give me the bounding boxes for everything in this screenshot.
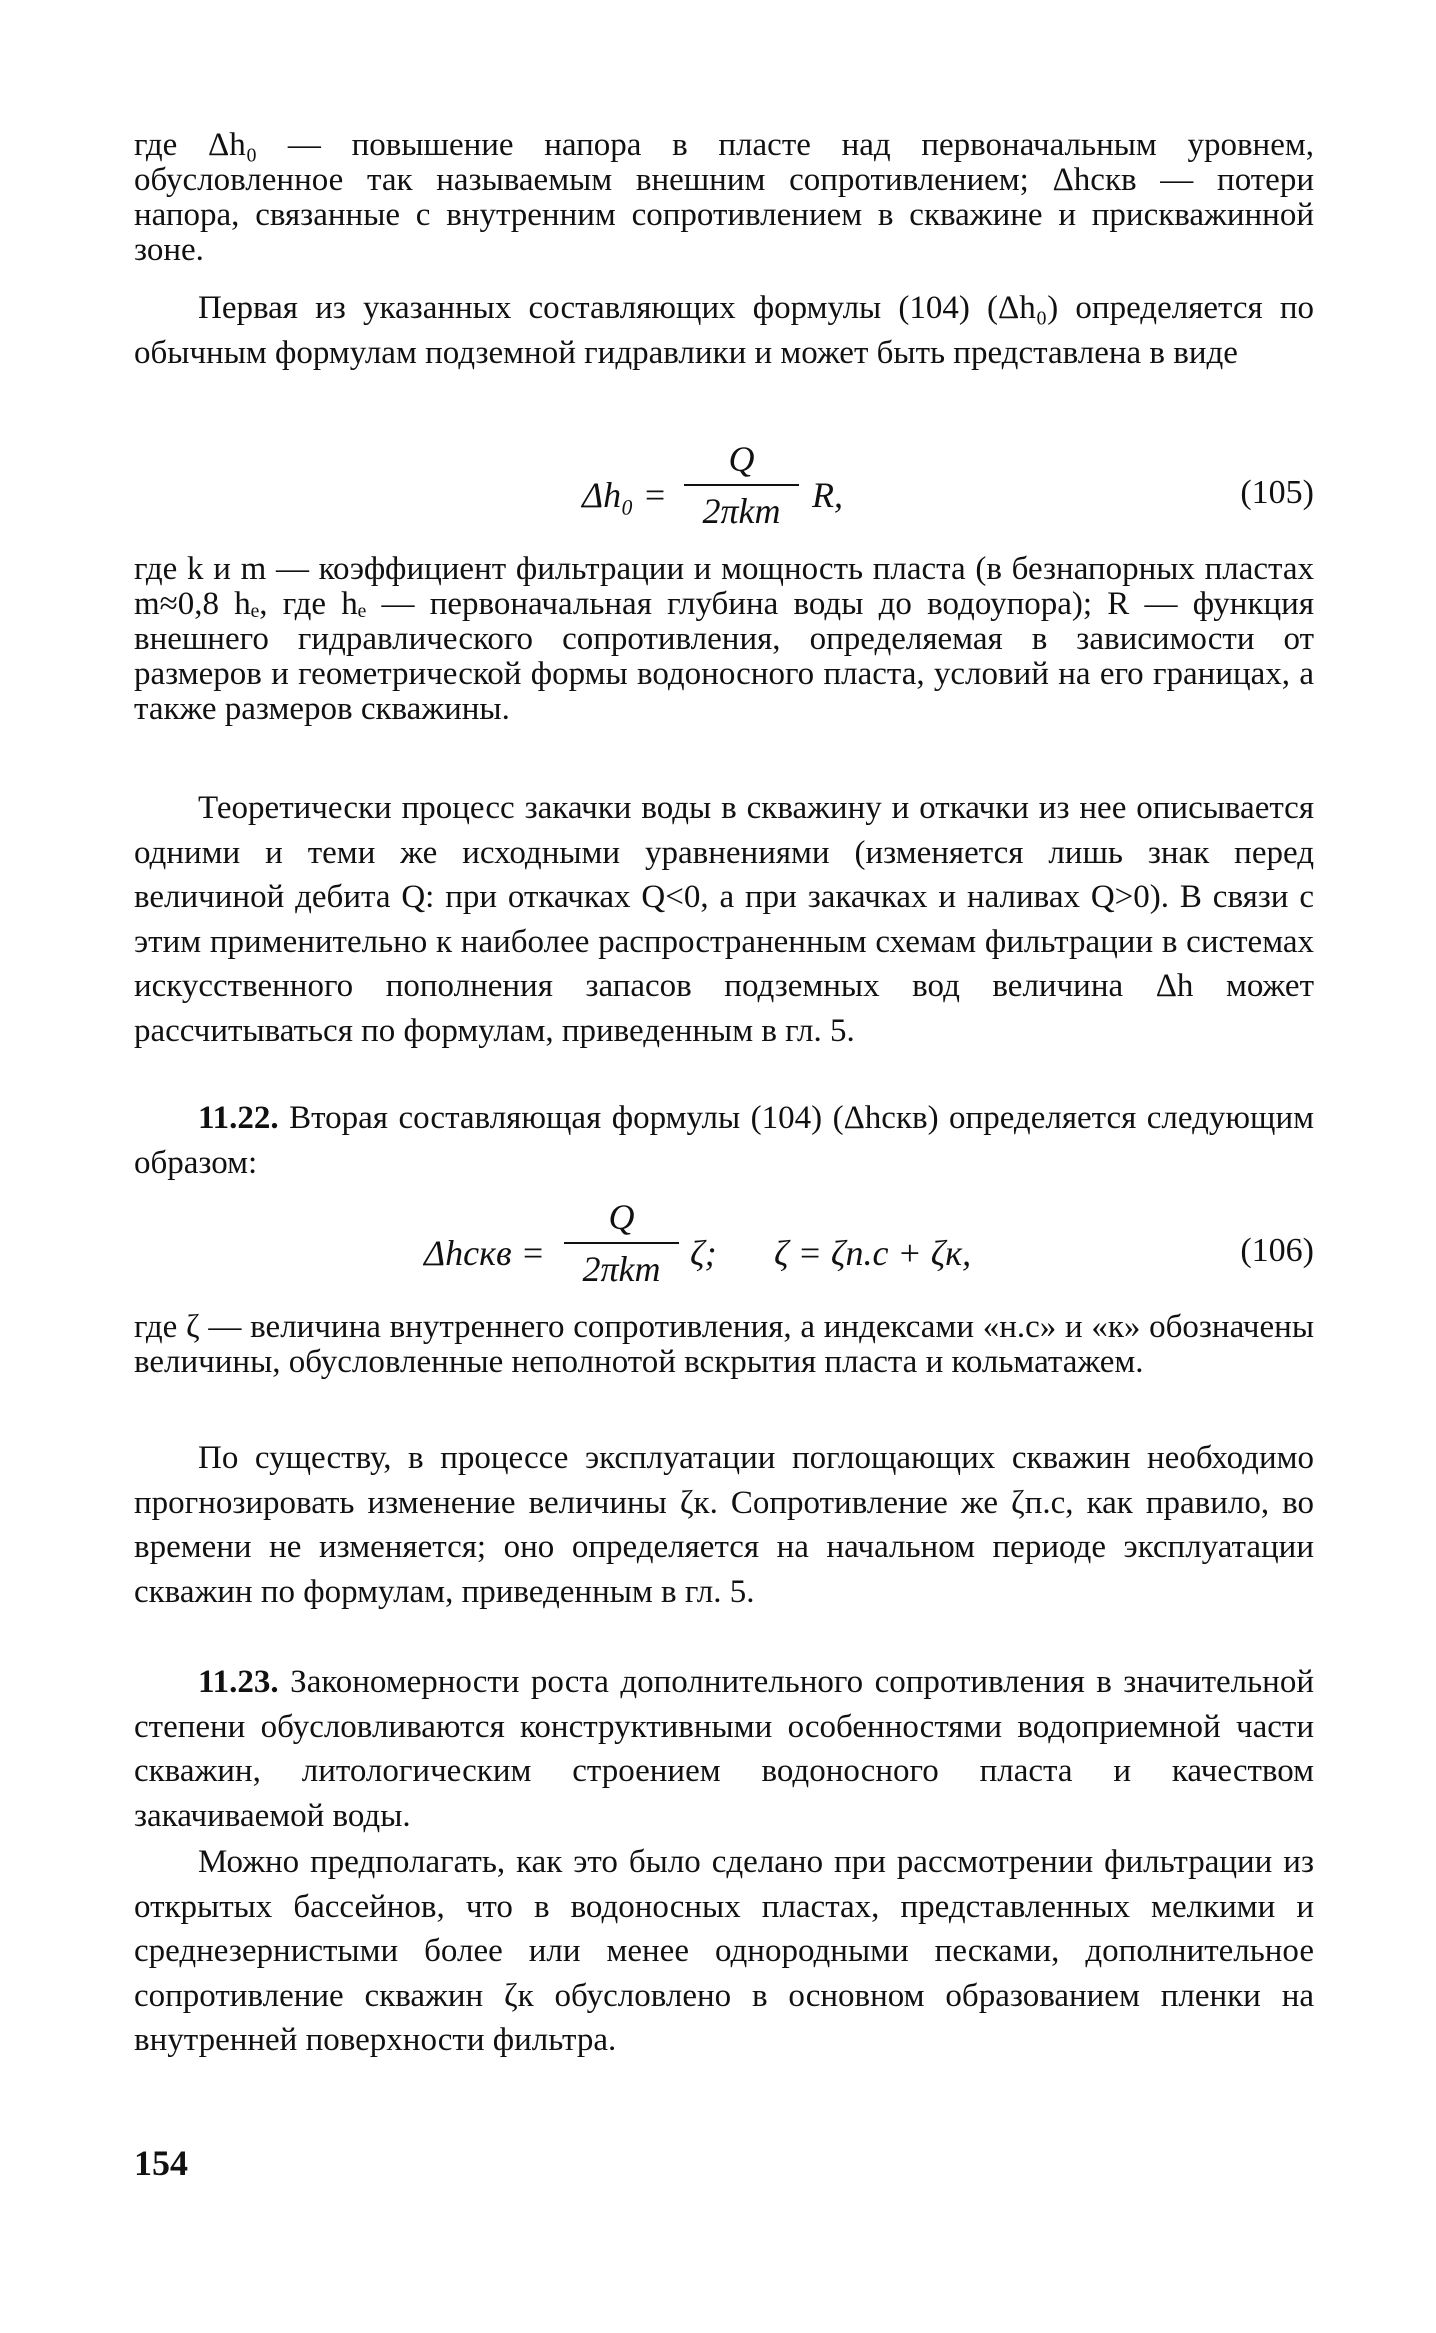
- formula-rhs: ζ = ζп.с + ζк,: [774, 1233, 972, 1273]
- paragraph-text: По существу, в процессе эксплуатации поглощающих скважин необходимо прогнозировать изменение величины ζк. Сопротивление же ζп.с, как правило, во времени не изменяется; оно определяется на начальном периоде эксплуатации скважин по формулам, приведенным в гл. 5.: [134, 1440, 1314, 1610]
- paragraph-text: где Δh₀ — повышение напора в пласте над первоначальным уровнем, обусловленное так называемым внешним сопротивлением; Δhскв — потери напора, связанные с внутренним сопротивлением в скважине и прискважинной зоне.: [134, 127, 1314, 268]
- paragraph-11-23: [134, 1660, 1314, 1838]
- paragraph-zeta-definitions: [134, 1310, 1314, 1380]
- section-number: 11.23.: [198, 1664, 279, 1700]
- section-number: 11.22.: [198, 1100, 279, 1136]
- formula-lhs: Δhскв =: [424, 1233, 545, 1273]
- page-number: 154: [134, 2143, 188, 2183]
- paragraph-k-m-definitions: [134, 552, 1314, 727]
- formula-lhs: Δh₀ =: [582, 475, 667, 515]
- fraction-bar: [564, 1242, 679, 1244]
- formula-rhs: R,: [812, 475, 843, 515]
- paragraph-text: где k и m — коэффициент фильтрации и мощность пласта (в безнапорных пластах m≈0,8 hₑ, где hₑ — первоначальная глубина воды до водоупора); R — функция внешнего гидравлического сопротивления, определяемая в зависимости от размеров и геометрической формы водоносного пласта, условий на его границах, а также размеров скважины.: [134, 551, 1314, 727]
- formula-105: [134, 438, 1314, 558]
- fraction-numerator: Q: [728, 439, 755, 479]
- formula-106: [134, 1196, 1314, 1316]
- paragraph-11-22: [134, 1096, 1314, 1185]
- paragraph-exploitation: [134, 1436, 1314, 1614]
- paragraph-text: Вторая составляющая формулы (104) (Δhскв) определяется следующим образом:: [134, 1100, 1314, 1181]
- formula-zeta: ζ;: [690, 1233, 717, 1273]
- fraction-denominator: 2πkm: [702, 491, 781, 531]
- fraction-bar: [684, 484, 799, 486]
- paragraph-text: где ζ — величина внутреннего сопротивления, а индексами «н.с» и «к» обозначены величины, обусловленные неполнотой вскрытия пласта и кольматажем.: [134, 1309, 1314, 1380]
- paragraph-first-component: [134, 286, 1314, 375]
- paragraph-text: Можно предполагать, как это было сделано при рассмотрении фильтрации из открытых бассейнов, что в водоносных пластах, представленных мелкими и среднезернистыми более или менее однородными песками, дополнительное сопротивление скважин ζк обусловлено в основном образованием пленки на внутренней поверхности фильтра.: [134, 1844, 1314, 2058]
- equation-number: (105): [1240, 474, 1314, 511]
- paragraph-assumption: [134, 1840, 1314, 2063]
- paragraph-text: Первая из указанных составляющих формулы (104) (Δh₀) определяется по обычным формулам подземной гидравлики и может быть представлена в виде: [134, 290, 1314, 371]
- paragraph-theoretical: [134, 786, 1314, 1053]
- paragraph-definitions-dh0: [134, 128, 1314, 268]
- fraction-numerator: Q: [608, 1197, 635, 1237]
- paragraph-text: Закономерности роста дополнительного сопротивления в значительной степени обусловливаются конструктивными особенностями водоприемной части скважин, литологическим строением водоносного пласта и качеством закачиваемой воды.: [134, 1664, 1314, 1834]
- formula-fraction: [564, 1196, 679, 1290]
- fraction-denominator: 2πkm: [582, 1249, 661, 1289]
- formula-fraction: [684, 438, 799, 532]
- paragraph-text: Теоретически процесс закачки воды в скважину и откачки из нее описывается одними и теми же исходными уравнениями (изменяется лишь знак перед величиной дебита Q: при откачках Q<0, а при закачках и наливах Q>0). В связи с этим применительно к наиболее распространенным схемам фильтрации в системах искусственного пополнения запасов подземных вод величина Δh может рассчитываться по формулам, приведенным в гл. 5.: [134, 790, 1314, 1049]
- equation-number: (106): [1240, 1232, 1314, 1269]
